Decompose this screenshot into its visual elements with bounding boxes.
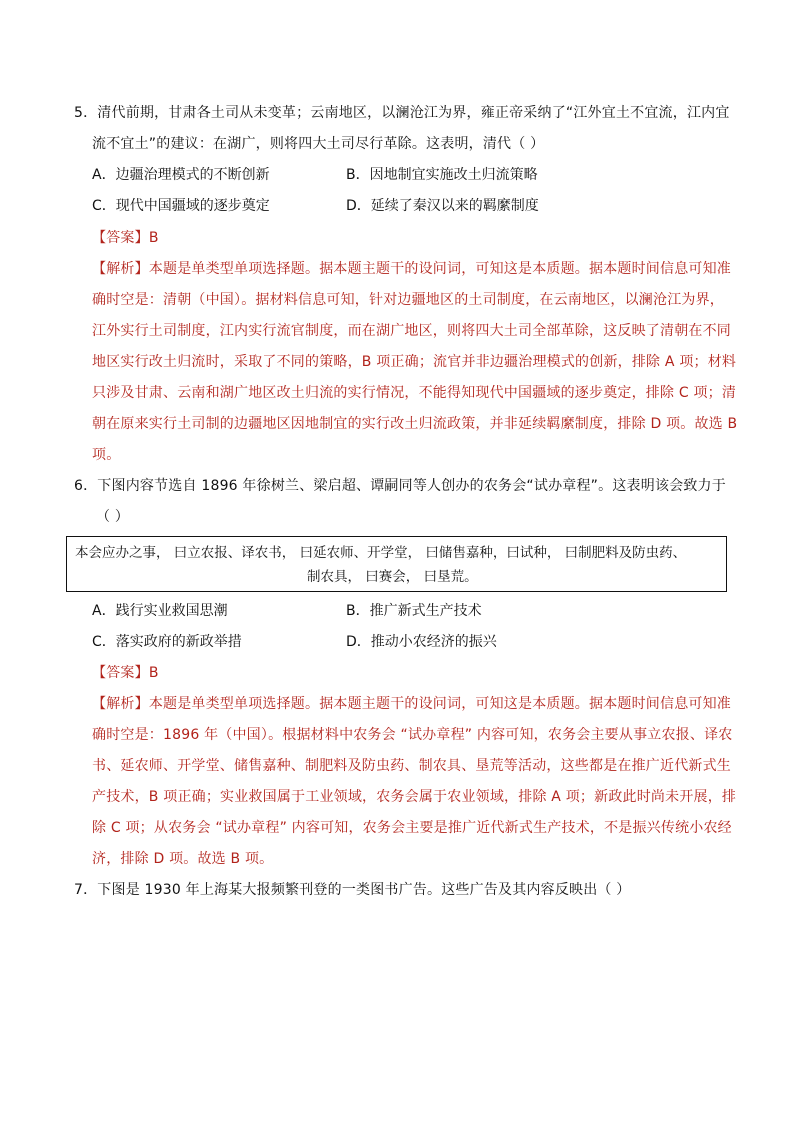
q7-stem-line-1: 7．下图是 1930 年上海某大报频繁刊登的一类图书广告。这些广告及其内容反映出（ ） <box>74 882 631 898</box>
q6-analysis-line-4: 产技术，B 项正确；实业救国属于工业领域，农务会属于农业领域，排除 A 项；新政此时尚未开展，排 <box>92 789 737 805</box>
q6-analysis-line-2: 确时空是：1896 年（中国）。根据材料中农务会 “试办章程” 内容可知，农务会主要从事立农报、译农 <box>92 727 733 743</box>
q6-answer <box>92 663 159 683</box>
source-material-line-1: 本会应办之事， 曰立农报、译农书， 曰延农师、开学堂， 曰储售嘉种，曰试种， 曰制肥料及防虫药、 <box>75 545 687 561</box>
q5-analysis-line-7: 项。 <box>92 447 121 463</box>
source-material-box <box>66 536 727 592</box>
q5-analysis-line-2: 确时空是：清朝（中国）。据材料信息可知，针对边疆地区的土司制度，在云南地区，以澜沧江为界， <box>92 292 724 308</box>
analysis-tag: 【解析】 <box>92 261 149 277</box>
q5-option-a: A．边疆治理模式的不断创新 <box>92 167 270 183</box>
analysis-text: 本题是单类型单项选择题。据本题主题干的设问词，可知这是本质题。据本题时间信息可知准 <box>148 696 732 712</box>
q6-analysis-line-1 <box>92 694 731 714</box>
q6-stem-line-1: 6．下图内容节选自 1896 年徐树兰、梁启超、谭嗣同等人创办的农务会“试办章程”。这表明该会致力于 <box>74 478 726 494</box>
q5-analysis-line-3: 江外实行土司制度，江内实行流官制度，而在湖广地区，则将四大土司全部革除，这反映了清朝在不同 <box>92 323 731 339</box>
analysis-text: 本题是单类型单项选择题。据本题主题干的设问词，可知这是本质题。据本题时间信息可知准 <box>148 261 732 277</box>
answer-value: B <box>148 230 159 246</box>
q5-analysis-line-1 <box>92 259 731 279</box>
q5-option-b: B．因地制宜实施改土归流策略 <box>346 167 538 183</box>
q5-stem-line-2: 流不宜土”的建议：在湖广，则将四大土司尽行革除。这表明，清代（ ） <box>92 136 545 152</box>
analysis-tag: 【解析】 <box>92 696 149 712</box>
q5-answer <box>92 228 159 248</box>
q5-analysis-line-5: 只涉及甘肃、云南和湖广地区改土归流的实行情况，不能得知现代中国疆域的逐步奠定，排除 C 项；清 <box>92 385 737 401</box>
answer-value: B <box>148 665 159 681</box>
q6-option-d: D．推动小农经济的振兴 <box>346 634 497 650</box>
q6-analysis-line-5: 除 C 项；从农务会 “试办章程” 内容可知，农务会主要是推广近代新式生产技术，不是振兴传统小农经 <box>92 820 732 836</box>
q6-stem-line-2: （ ） <box>96 509 130 525</box>
q6-option-b: B．推广新式生产技术 <box>346 603 482 619</box>
q6-analysis-line-3: 书、延农师、开学堂、储售嘉种、制肥料及防虫药、制农具、垦荒等活动，这些都是在推广近代新式生 <box>92 758 731 774</box>
q5-option-c: C．现代中国疆域的逐步奠定 <box>92 198 270 214</box>
q5-stem-line-1: 5．清代前期，甘肃各土司从未变革；云南地区，以澜沧江为界，雍正帝采纳了“江外宜土不宜流，江内宜 <box>74 105 730 121</box>
q5-analysis-line-6: 朝在原来实行土司制的边疆地区因地制宜的实行改土归流政策，并非延续羁縻制度，排除 D 项。故选 B <box>92 416 738 432</box>
q6-option-a: A．践行实业救国思潮 <box>92 603 228 619</box>
answer-tag: 【答案】 <box>92 230 149 246</box>
q5-option-d: D．延续了秦汉以来的羁縻制度 <box>346 198 539 214</box>
q5-analysis-line-4: 地区实行改土归流时，采取了不同的策略，B 项正确；流官并非边疆治理模式的创新，排除 A 项；材料 <box>92 354 737 370</box>
answer-tag: 【答案】 <box>92 665 149 681</box>
q6-analysis-line-6: 济，排除 D 项。故选 B 项。 <box>92 851 274 867</box>
q6-option-c: C．落实政府的新政举措 <box>92 634 242 650</box>
source-material-line-2: 制农具， 曰赛会， 曰垦荒。 <box>307 569 478 585</box>
